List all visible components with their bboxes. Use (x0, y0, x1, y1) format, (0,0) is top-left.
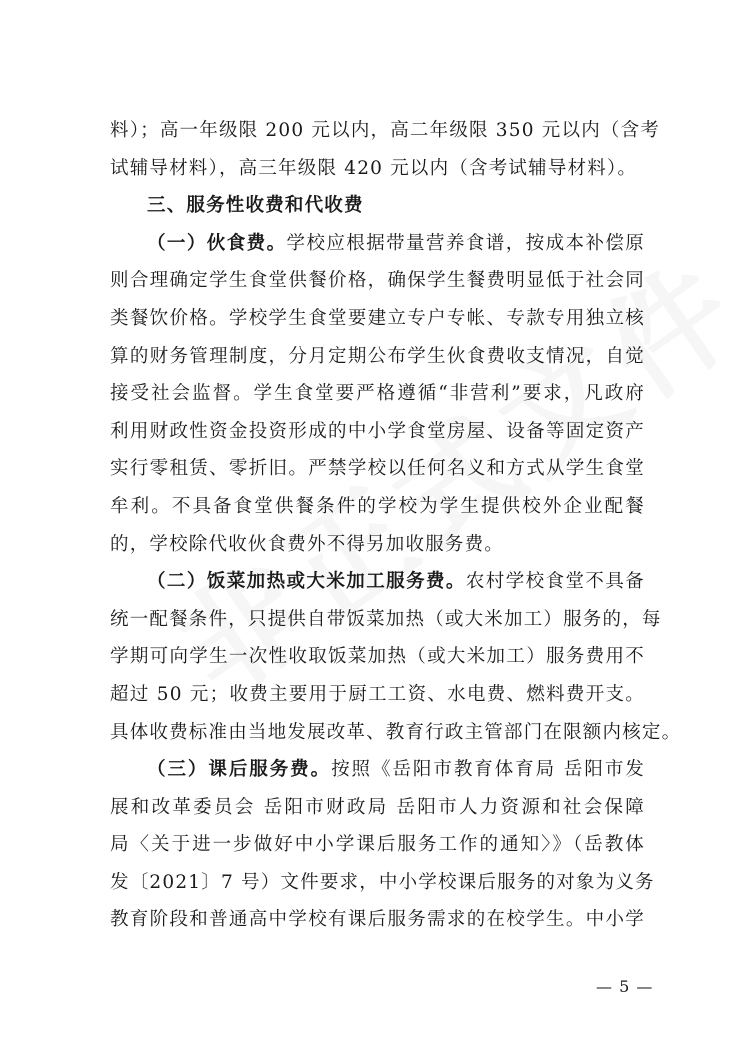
paragraph-line: 类餐饮价格。学校学生食堂要建立专户专帐、专款专用独立核 (110, 307, 645, 329)
paragraph-line: 超过 50 元；收费主要用于厨工工资、水电费、燃料费开支。 (110, 683, 645, 705)
paragraph-line (110, 563, 645, 601)
paragraph-line: 局〈关于进一步做好中小学课后服务工作的通知〉》（岳教体 (110, 834, 645, 856)
paragraph-line: 试辅导材料），高三年级限 420 元以内（含考试辅导材料）。 (110, 157, 638, 179)
subsection-lead: （一）伙食费。 (147, 232, 287, 254)
paragraph-text: 学校应根据带量营养食谱，按成本补偿原 (286, 232, 646, 254)
paragraph-text: 农村学校食堂不具备 (465, 571, 645, 593)
page-number: — 5 — (596, 977, 654, 996)
paragraph-line: 发〔2021〕7 号）文件要求，中小学校课后服务的对象为义务 (110, 871, 655, 893)
paragraph-line: 利用财政性资金投资形成的中小学食堂房屋、设备等固定资产 (110, 420, 645, 442)
paragraph-line: 学期可向学生一次性收取饭菜加热（或大米加工）服务费用不 (110, 646, 645, 668)
paragraph-line: 教育阶段和普通高中学校有课后服务需求的在校学生。中小学 (110, 909, 645, 931)
paragraph-text: 按照《岳阳市教育体育局 岳阳市发 (331, 759, 645, 781)
paragraph-line: 展和改革委员会 岳阳市财政局 岳阳市人力资源和社会保障 (110, 796, 645, 818)
paragraph-line: 算的财务管理制度，分月定期公布学生伙食费收支情况，自觉 (110, 345, 645, 367)
paragraph-line: 实行零租赁、零折旧。严禁学校以任何名义和方式从学生食堂 (110, 458, 645, 480)
paragraph-line (110, 225, 645, 263)
subsection-lead: （二）饭菜加热或大米加工服务费。 (147, 571, 466, 593)
subsection-lead: （三）课后服务费。 (147, 759, 332, 781)
paragraph-line: 则合理确定学生食堂供餐价格，确保学生餐费明显低于社会同 (110, 270, 645, 292)
section-heading: 三、服务性收费和代收费 (147, 195, 364, 217)
paragraph-line: 的，学校除代收伙食费外不得另加收服务费。 (110, 533, 505, 555)
paragraph-line: 具体收费标准由当地发展改革、教育行政主管部门在限额内核定。 (110, 721, 682, 743)
paragraph-line: 料）；高一年级限 200 元以内，高二年级限 350 元以内（含考 (110, 120, 660, 141)
document-body (110, 112, 682, 939)
paragraph-line (110, 751, 645, 789)
paragraph-line: 牟利。不具备食堂供餐条件的学校为学生提供校外企业配餐 (110, 495, 645, 517)
paragraph-line: 接受社会监督。学生食堂要严格遵循“非营利”要求，凡政府 (110, 383, 645, 405)
paragraph-line: 统一配餐条件，只提供自带饭菜加热（或大米加工）服务的，每 (110, 608, 662, 630)
